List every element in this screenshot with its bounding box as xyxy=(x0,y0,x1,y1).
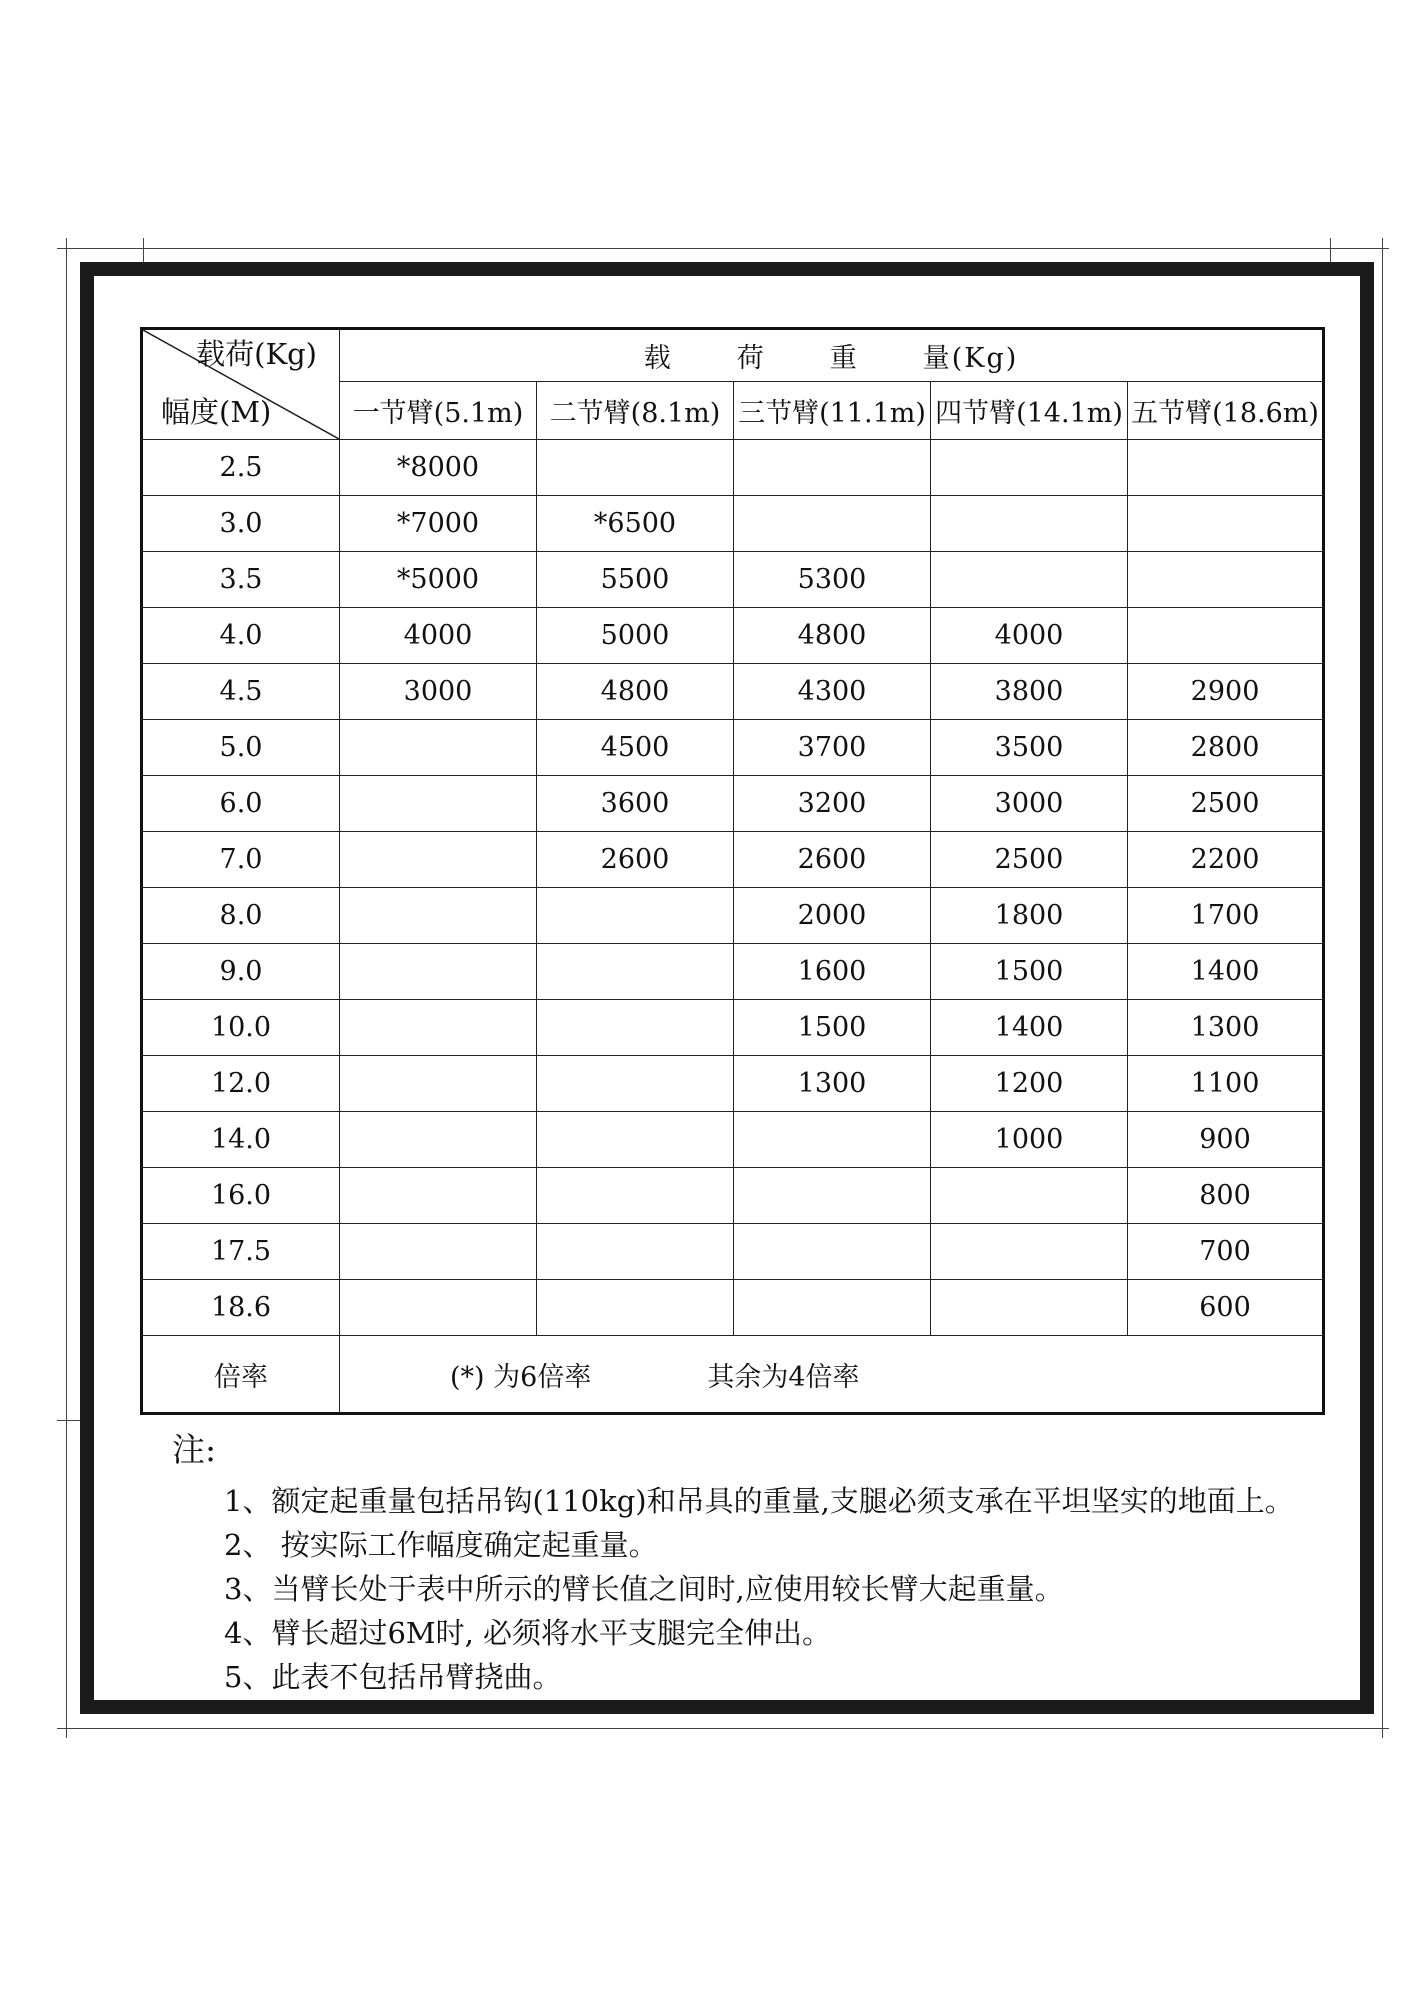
load-value-cell: 3000 xyxy=(931,776,1128,832)
table-row xyxy=(142,1112,1324,1168)
load-value-cell: 700 xyxy=(1128,1224,1324,1280)
header-radius-label: 幅度(M) xyxy=(161,395,272,429)
radius-cell: 4.0 xyxy=(142,608,340,664)
load-value-cell: 2500 xyxy=(1128,776,1324,832)
load-value-cell xyxy=(340,944,537,1000)
note-item: 1、额定起重量包括吊钩(110kg)和吊具的重量,支腿必须支承在平坦坚实的地面上。 xyxy=(224,1484,1294,1518)
load-value-cell: 3700 xyxy=(734,720,931,776)
load-value-cell xyxy=(340,776,537,832)
title-char: 荷 xyxy=(736,343,766,374)
load-value-cell xyxy=(1128,440,1324,496)
load-value-cell: 4300 xyxy=(734,664,931,720)
load-value-cell xyxy=(931,552,1128,608)
boom-header-4: 四节臂(14.1m) xyxy=(931,382,1128,440)
load-value-cell xyxy=(537,1000,734,1056)
load-value-cell: 5000 xyxy=(537,608,734,664)
table-row xyxy=(142,552,1324,608)
boom-header-5: 五节臂(18.6m) xyxy=(1128,382,1324,440)
note-item: 3、当臂长处于表中所示的臂长值之间时,应使用较长臂大起重量。 xyxy=(224,1572,1064,1606)
radius-cell: 8.0 xyxy=(142,888,340,944)
load-value-cell xyxy=(1128,496,1324,552)
load-value-cell xyxy=(537,888,734,944)
load-value-cell: 2600 xyxy=(734,832,931,888)
load-value-cell: 1200 xyxy=(931,1056,1128,1112)
load-value-cell: *7000 xyxy=(340,496,537,552)
radius-cell: 16.0 xyxy=(142,1168,340,1224)
load-value-cell xyxy=(734,440,931,496)
radius-cell: 14.0 xyxy=(142,1112,340,1168)
header-load-label: 载荷(Kg) xyxy=(196,337,317,371)
load-value-cell xyxy=(340,1280,537,1336)
load-value-cell xyxy=(340,832,537,888)
load-value-cell xyxy=(340,1000,537,1056)
load-value-cell: 1700 xyxy=(1128,888,1324,944)
load-value-cell: 600 xyxy=(1128,1280,1324,1336)
table-row xyxy=(142,832,1324,888)
radius-cell: 17.5 xyxy=(142,1224,340,1280)
rate-rest-text: 其余为4倍率 xyxy=(707,1361,860,1393)
table-row xyxy=(142,944,1324,1000)
load-value-cell: 2900 xyxy=(1128,664,1324,720)
load-value-cell: 1800 xyxy=(931,888,1128,944)
table-row xyxy=(142,440,1324,496)
load-value-cell xyxy=(340,720,537,776)
header-corner-cell xyxy=(142,329,340,440)
table-row xyxy=(142,608,1324,664)
trim-line-bottom xyxy=(57,1728,1389,1729)
title-char: 量(Kg) xyxy=(922,343,1019,374)
load-value-cell xyxy=(537,1112,734,1168)
load-value-cell: 2000 xyxy=(734,888,931,944)
load-value-cell: *6500 xyxy=(537,496,734,552)
table-row xyxy=(142,720,1324,776)
load-value-cell: *8000 xyxy=(340,440,537,496)
load-value-cell: 4500 xyxy=(537,720,734,776)
load-value-cell xyxy=(1128,552,1324,608)
load-value-cell xyxy=(537,1280,734,1336)
load-value-cell: 3600 xyxy=(537,776,734,832)
load-value-cell xyxy=(340,1056,537,1112)
radius-cell: 3.5 xyxy=(142,552,340,608)
radius-cell: 9.0 xyxy=(142,944,340,1000)
radius-cell: 6.0 xyxy=(142,776,340,832)
rate-label: 倍率 xyxy=(142,1336,340,1414)
load-value-cell: 4800 xyxy=(734,608,931,664)
table-row xyxy=(142,1168,1324,1224)
load-value-cell: 4000 xyxy=(340,608,537,664)
load-value-cell: 1300 xyxy=(1128,1000,1324,1056)
table-title xyxy=(340,329,1324,382)
load-value-cell: 800 xyxy=(1128,1168,1324,1224)
table-row xyxy=(142,1000,1324,1056)
load-value-cell xyxy=(931,496,1128,552)
load-value-cell: 2800 xyxy=(1128,720,1324,776)
load-value-cell xyxy=(537,1224,734,1280)
load-value-cell xyxy=(734,1280,931,1336)
load-value-cell xyxy=(931,1224,1128,1280)
load-value-cell: 2600 xyxy=(537,832,734,888)
radius-cell: 3.0 xyxy=(142,496,340,552)
load-value-cell: 5300 xyxy=(734,552,931,608)
load-value-cell xyxy=(734,1112,931,1168)
notes-section xyxy=(172,1424,1294,1699)
radius-cell: 2.5 xyxy=(142,440,340,496)
load-value-cell: 900 xyxy=(1128,1112,1324,1168)
load-value-cell: 3800 xyxy=(931,664,1128,720)
table-row xyxy=(142,1280,1324,1336)
load-value-cell xyxy=(340,888,537,944)
table-row xyxy=(142,776,1324,832)
load-value-cell: 1400 xyxy=(931,1000,1128,1056)
boom-header-3: 三节臂(11.1m) xyxy=(734,382,931,440)
radius-cell: 7.0 xyxy=(142,832,340,888)
load-value-cell: 2200 xyxy=(1128,832,1324,888)
load-value-cell xyxy=(537,1168,734,1224)
radius-cell: 12.0 xyxy=(142,1056,340,1112)
note-item: 2、 按实际工作幅度确定起重量。 xyxy=(224,1528,658,1562)
load-value-cell xyxy=(734,1168,931,1224)
load-value-cell xyxy=(340,1168,537,1224)
load-value-cell: 5500 xyxy=(537,552,734,608)
radius-cell: 5.0 xyxy=(142,720,340,776)
load-value-cell: 4800 xyxy=(537,664,734,720)
load-chart-table xyxy=(140,327,1325,1415)
radius-cell: 18.6 xyxy=(142,1280,340,1336)
table-row xyxy=(142,888,1324,944)
trim-line-top xyxy=(57,248,1389,249)
load-value-cell: 1400 xyxy=(1128,944,1324,1000)
radius-cell: 10.0 xyxy=(142,1000,340,1056)
load-value-cell xyxy=(931,440,1128,496)
title-char: 重 xyxy=(829,343,859,374)
load-value-cell: 1300 xyxy=(734,1056,931,1112)
load-value-cell xyxy=(931,1168,1128,1224)
load-value-cell xyxy=(537,944,734,1000)
load-value-cell xyxy=(734,1224,931,1280)
table-body xyxy=(142,440,1324,1336)
rate-star-text: (*) 为6倍率 xyxy=(450,1361,592,1393)
load-value-cell xyxy=(734,496,931,552)
note-item: 5、此表不包括吊臂挠曲。 xyxy=(224,1660,562,1694)
load-value-cell: 3500 xyxy=(931,720,1128,776)
load-value-cell xyxy=(340,1112,537,1168)
trim-line-right xyxy=(1382,238,1383,1738)
boom-header-2: 二节臂(8.1m) xyxy=(537,382,734,440)
note-item: 4、臂长超过6M时, 必须将水平支腿完全伸出。 xyxy=(224,1616,832,1650)
load-value-cell: 1500 xyxy=(931,944,1128,1000)
load-value-cell xyxy=(931,1280,1128,1336)
load-value-cell: 3200 xyxy=(734,776,931,832)
load-value-cell: 1500 xyxy=(734,1000,931,1056)
title-char: 载 xyxy=(643,343,673,374)
load-value-cell xyxy=(537,1056,734,1112)
load-value-cell: 2500 xyxy=(931,832,1128,888)
load-value-cell: 1600 xyxy=(734,944,931,1000)
load-value-cell: 1100 xyxy=(1128,1056,1324,1112)
load-value-cell xyxy=(537,440,734,496)
trim-line-left xyxy=(66,238,67,1738)
rate-note xyxy=(340,1336,1324,1414)
load-value-cell: 3000 xyxy=(340,664,537,720)
load-value-cell: 1000 xyxy=(931,1112,1128,1168)
table-row xyxy=(142,1056,1324,1112)
table-row xyxy=(142,664,1324,720)
load-value-cell: 4000 xyxy=(931,608,1128,664)
load-value-cell xyxy=(1128,608,1324,664)
boom-header-1: 一节臂(5.1m) xyxy=(340,382,537,440)
radius-cell: 4.5 xyxy=(142,664,340,720)
notes-title: 注: xyxy=(172,1430,217,1469)
load-value-cell xyxy=(340,1224,537,1280)
table-row xyxy=(142,496,1324,552)
load-value-cell: *5000 xyxy=(340,552,537,608)
table-row xyxy=(142,1224,1324,1280)
notes-list xyxy=(172,1479,1294,1699)
